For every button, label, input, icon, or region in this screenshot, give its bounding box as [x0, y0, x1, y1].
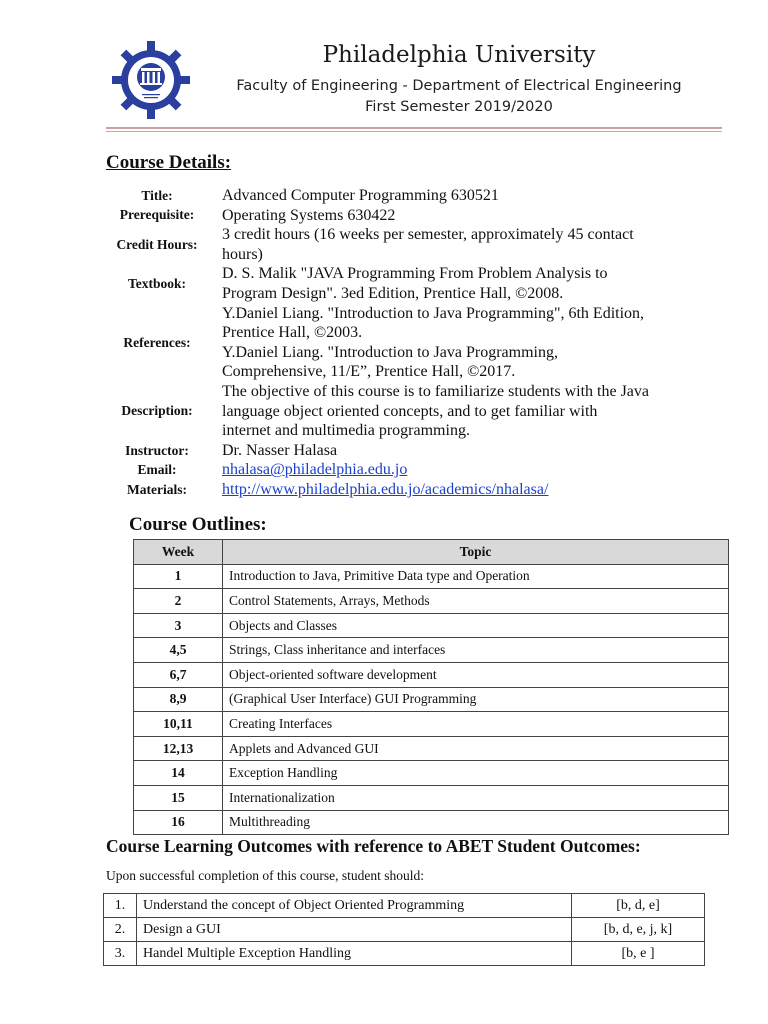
detail-label: References:: [123, 334, 191, 350]
detail-line: D. S. Malik "JAVA Programming From Problem Analysis to: [222, 265, 608, 283]
detail-line: Operating Systems 630422: [222, 206, 396, 224]
detail-row: [106, 304, 726, 382]
outcome-text-cell: Design a GUI: [137, 918, 572, 942]
faculty-department: Faculty of Engineering - Department of Electrical Engineering: [236, 78, 682, 94]
detail-label: Email:: [137, 462, 177, 478]
table-row: [134, 810, 729, 835]
week-cell: 6,7: [134, 662, 223, 687]
table-header-row: [134, 540, 729, 565]
detail-line: Dr. Nasser Halasa: [222, 441, 338, 459]
detail-label: Title:: [141, 187, 173, 203]
detail-value: [208, 480, 726, 500]
detail-row: [106, 441, 726, 461]
detail-label: Prerequisite:: [119, 207, 195, 223]
detail-line: Program Design". 3ed Edition, Prentice Hall, ©2008.: [222, 284, 564, 302]
topic-cell: Introduction to Java, Primitive Data type and Operation: [223, 564, 729, 589]
week-cell: 12,13: [134, 736, 223, 761]
header-divider-thin: [106, 131, 722, 132]
topic-cell: Exception Handling: [223, 761, 729, 786]
topic-cell: (Graphical User Interface) GUI Programming: [223, 687, 729, 712]
outcome-number-cell: 3.: [104, 942, 137, 966]
table-row: [104, 918, 705, 942]
detail-row: [106, 264, 726, 303]
week-cell: 10,11: [134, 712, 223, 737]
topic-cell: Control Statements, Arrays, Methods: [223, 589, 729, 614]
abet-outcome-cell: [b, d, e]: [572, 894, 705, 918]
detail-line: Advanced Computer Programming 630521: [222, 187, 499, 204]
detail-line: Comprehensive, 11/E”, Prentice Hall, ©2017.: [222, 363, 516, 381]
topic-cell: Strings, Class inheritance and interfaces: [223, 638, 729, 663]
topic-cell: Multithreading: [223, 810, 729, 835]
topic-cell: Internationalization: [223, 785, 729, 810]
detail-label: Materials:: [127, 481, 187, 497]
table-row: [134, 638, 729, 663]
week-cell: 15: [134, 785, 223, 810]
week-cell: 2: [134, 589, 223, 614]
week-column-header: Week: [134, 540, 223, 565]
topic-cell: Objects and Classes: [223, 613, 729, 638]
table-row: [134, 687, 729, 712]
table-row: [134, 564, 729, 589]
detail-row: [106, 460, 726, 480]
detail-label: Textbook:: [127, 275, 186, 291]
table-row: [104, 942, 705, 966]
topic-cell: Object-oriented software development: [223, 662, 729, 687]
week-cell: 1: [134, 564, 223, 589]
week-cell: 14: [134, 761, 223, 786]
learning-outcomes-table: [103, 893, 705, 966]
detail-row: [106, 206, 726, 226]
gear-seal-logo-icon: [111, 40, 191, 120]
learning-outcomes-intro: Upon successful completion of this course, student should:: [106, 868, 424, 883]
detail-line: 3 credit hours (16 weeks per semester, approximately 45 contact: [222, 226, 634, 244]
course-details-list: [106, 186, 726, 500]
detail-line: hours): [222, 245, 263, 263]
week-cell: 8,9: [134, 687, 223, 712]
detail-row: [106, 480, 726, 500]
course-details-heading: Course Details:: [106, 152, 232, 173]
week-cell: 16: [134, 810, 223, 835]
course-outline-table: [133, 539, 729, 835]
detail-line: internet and multimedia programming.: [222, 422, 470, 440]
detail-value: [208, 441, 726, 461]
detail-line: Y.Daniel Liang. "Introduction to Java Programming,: [222, 343, 558, 361]
detail-row: [106, 225, 726, 264]
learning-outcomes-heading: Course Learning Outcomes with reference to ABET Student Outcomes:: [106, 836, 641, 856]
topic-cell: Creating Interfaces: [223, 712, 729, 737]
outcome-text-cell: Handel Multiple Exception Handling: [137, 942, 572, 966]
outcome-number-cell: 1.: [104, 894, 137, 918]
table-row: [134, 736, 729, 761]
header-divider: [106, 127, 722, 129]
detail-value: [208, 206, 726, 226]
topic-cell: Applets and Advanced GUI: [223, 736, 729, 761]
detail-label: Credit Hours:: [116, 236, 198, 252]
detail-value: [208, 186, 726, 206]
table-row: [134, 761, 729, 786]
detail-value: [208, 304, 726, 382]
detail-value: [208, 225, 726, 264]
table-row: [134, 613, 729, 638]
week-cell: 3: [134, 613, 223, 638]
topic-column-header: Topic: [223, 540, 729, 565]
university-logo: [111, 40, 191, 120]
detail-value: [208, 382, 726, 441]
email-link[interactable]: nhalasa@philadelphia.edu.jo: [222, 461, 408, 479]
week-cell: 4,5: [134, 638, 223, 663]
detail-label: Instructor:: [125, 442, 189, 458]
semester: First Semester 2019/2020: [365, 99, 553, 115]
detail-row: [106, 186, 726, 206]
detail-label: Description:: [121, 403, 193, 419]
table-row: [134, 712, 729, 737]
course-outlines-heading: Course Outlines:: [129, 514, 267, 535]
abet-outcome-cell: [b, d, e, j, k]: [572, 918, 705, 942]
materials-link[interactable]: http://www.philadelphia.edu.jo/academics/nhalasa/: [222, 480, 549, 498]
outcome-number-cell: 2.: [104, 918, 137, 942]
detail-row: [106, 382, 726, 441]
detail-line: The objective of this course is to familiarize students with the Java: [222, 382, 649, 400]
detail-line: Y.Daniel Liang. "Introduction to Java Programming", 6th Edition,: [222, 304, 645, 322]
table-row: [104, 894, 705, 918]
abet-outcome-cell: [b, e ]: [572, 942, 705, 966]
university-name: Philadelphia University: [322, 42, 596, 68]
detail-value: [208, 460, 726, 480]
detail-value: [208, 264, 726, 303]
table-row: [134, 662, 729, 687]
detail-line: language object oriented concepts, and to get familiar with: [222, 402, 598, 420]
table-row: [134, 785, 729, 810]
detail-line: Prentice Hall, ©2003.: [222, 324, 363, 342]
table-row: [134, 589, 729, 614]
outcome-text-cell: Understand the concept of Object Oriented Programming: [137, 894, 572, 918]
